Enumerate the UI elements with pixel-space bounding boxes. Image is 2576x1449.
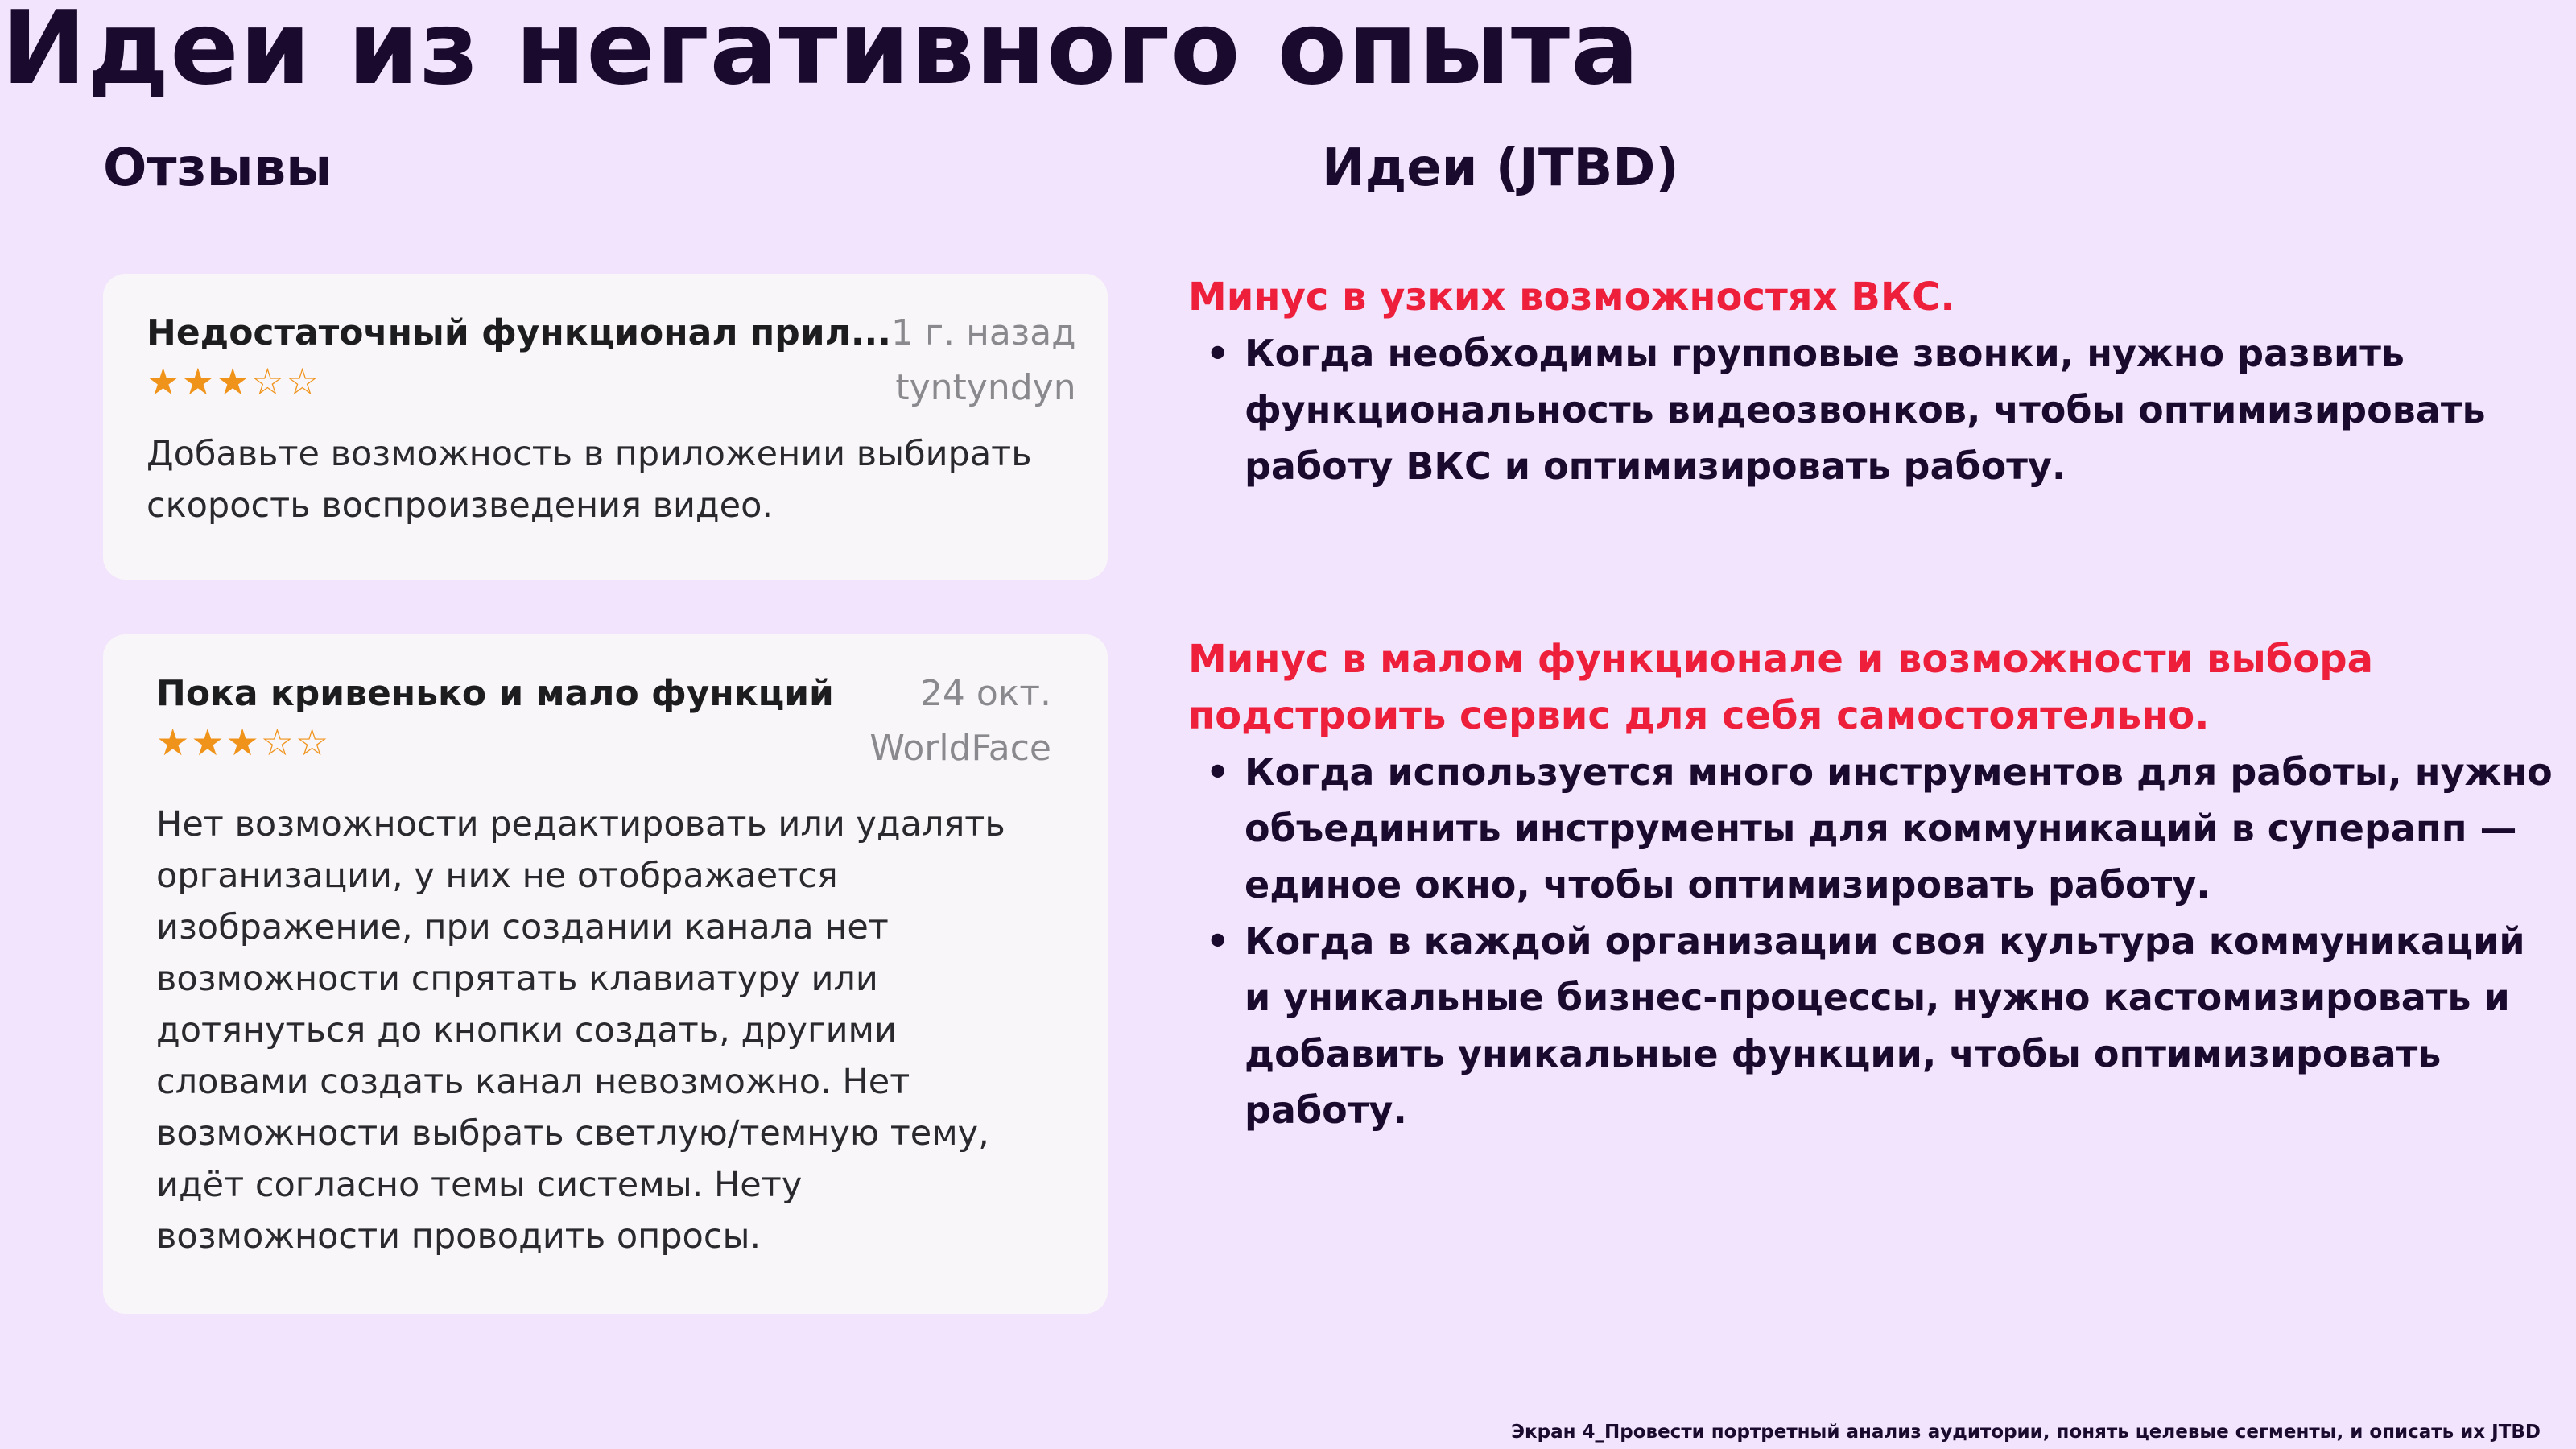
idea-item <box>1188 744 2557 913</box>
idea-list <box>1188 744 2557 1138</box>
review-date: 24 окт. <box>919 673 1051 714</box>
idea-heading: Минус в малом функционале и возможности выбора подстроить сервис для себя самостоятельно. <box>1188 637 2373 738</box>
bullet-icon: • <box>1206 332 1230 375</box>
idea-item <box>1188 325 2557 494</box>
review-title: Пока кривенько и мало функций <box>156 673 834 714</box>
review-title: Недостаточный функционал прил... <box>147 312 891 353</box>
review-body: Добавьте возможность в приложении выбирать скорость воспроизведения видео. <box>147 434 1032 526</box>
idea-block <box>1188 631 2557 1138</box>
ideas-heading: Идеи (JTBD) <box>1322 138 1679 198</box>
star-rating-icon: ★★★☆☆ <box>147 360 321 403</box>
review-card <box>103 634 1108 1314</box>
idea-text: Когда в каждой организации своя культура коммуникаций и уникальные бизнес-процессы, нужно кастомизировать и добавить уникальные функции, чтобы оптимизировать работу. <box>1245 919 2525 1132</box>
slide-title: Идеи из негативного опыта <box>2 0 1641 107</box>
idea-item <box>1188 913 2557 1138</box>
bullet-icon: • <box>1206 750 1230 794</box>
review-meta <box>891 306 1076 415</box>
idea-text: Когда используется много инструментов для работы, нужно объединить инструменты для коммуникаций в суперапп — единое окно, чтобы оптимизировать работу. <box>1245 750 2553 906</box>
review-meta <box>869 667 1051 776</box>
reviews-heading: Отзывы <box>103 138 332 198</box>
star-rating-icon: ★★★☆☆ <box>156 720 331 764</box>
idea-heading: Минус в узких возможностях ВКС. <box>1188 275 1955 320</box>
review-date: 1 г. назад <box>891 312 1076 353</box>
idea-text: Когда необходимы групповые звонки, нужно развить функциональность видеозвонков, чтобы оптимизировать работу ВКС и оптимизировать работу. <box>1245 332 2486 488</box>
review-author: tyntyndyn <box>895 367 1076 408</box>
idea-block <box>1188 269 2557 494</box>
review-card <box>103 274 1108 580</box>
review-body: Нет возможности редактировать или удалять организации, у них не отображается изображение, при создании канала нет возможности спрятать клавиатуру или дотянуться до кнопки создать, другими словами создать канал невозможно. Нет возможности выбрать светлую/темную тему, идёт согласно темы системы. Нету возможности проводить опросы. <box>156 804 1005 1257</box>
idea-list <box>1188 325 2557 494</box>
review-author: WorldFace <box>869 728 1051 769</box>
bullet-icon: • <box>1206 919 1230 963</box>
slide-footer: Экран 4_Провести портретный анализ аудитории, понять целевые сегменты, и описать их JTBD <box>1511 1422 2541 1443</box>
